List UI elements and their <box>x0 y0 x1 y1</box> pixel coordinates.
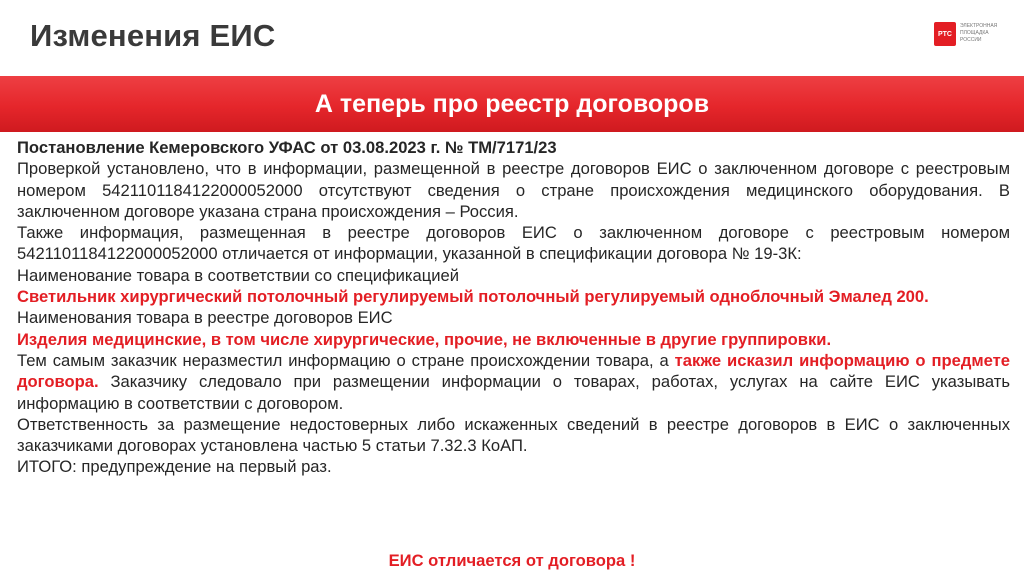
ruling-heading: Постановление Кемеровского УФАС от 03.08.2023 г. № ТМ/7171/23 <box>17 138 557 157</box>
conclusion: ИТОГО: предупреждение на первый раз. <box>17 457 332 477</box>
footer-note: ЕИС отличается от договора ! <box>388 551 636 570</box>
logo-text <box>960 23 1002 44</box>
paragraph-findings: Проверкой установлено, что в информации, размещенной в реестре договоров ЕИС о заключенном договоре с реестровым номером 5421101184122000052000 отсутствуют сведения о стране происхождения медицинского оборудования. В заключенном договоре указана страна происхождения – Россия. <box>17 159 1010 221</box>
slide-body <box>17 137 1010 478</box>
spec-value: Светильник хирургический потолочный регулируемый потолочный регулируемый одноблочный Эмалед 200. <box>17 287 929 307</box>
violation-text-end: Заказчику следовало при размещении информации о товарах, работах, услугах на сайте ЕИС указывать информацию в соответствии с договором. <box>17 372 1010 413</box>
page-title: Изменения ЕИС <box>30 18 276 53</box>
section-banner <box>0 76 1024 132</box>
violation-highlight: также исказил информацию о предмете договора. <box>17 350 1011 392</box>
banner-title: А теперь про реестр договоров <box>314 89 710 118</box>
paragraph-violation <box>17 350 1010 414</box>
paragraph-registry-mismatch: Также информация, размещенная в реестре договоров ЕИС о заключенном договоре с реестровым номером 5421101184122000052000 отличается от информации, указанной в спецификации договора № 19-3К: <box>17 223 1010 264</box>
paragraph-liability: Ответственность за размещение недостоверных либо искаженных сведений в реестре договоров в ЕИС о заключенных заказчиками договорах установлена частью 5 статьи 7.32.3 КоАП. <box>17 414 1010 456</box>
spec-label: Наименование товара в соответствии со спецификацией <box>17 265 460 285</box>
logo-line: РОССИИ <box>960 37 982 43</box>
logo-mark: РТС <box>934 22 956 46</box>
registry-label: Наименования товара в реестре договоров ЕИС <box>17 308 393 328</box>
registry-value: Изделия медицинские, в том числе хирургические, прочие, не включенные в другие группировки. <box>17 329 832 349</box>
logo-line: ПЛОЩАДКА <box>960 30 989 36</box>
rts-logo <box>934 22 1000 46</box>
violation-text-start: Тем самым заказчик неразместил информацию о стране происхождении товара, а <box>17 350 675 370</box>
logo-line: ЭЛЕКТРОННАЯ <box>960 23 998 29</box>
